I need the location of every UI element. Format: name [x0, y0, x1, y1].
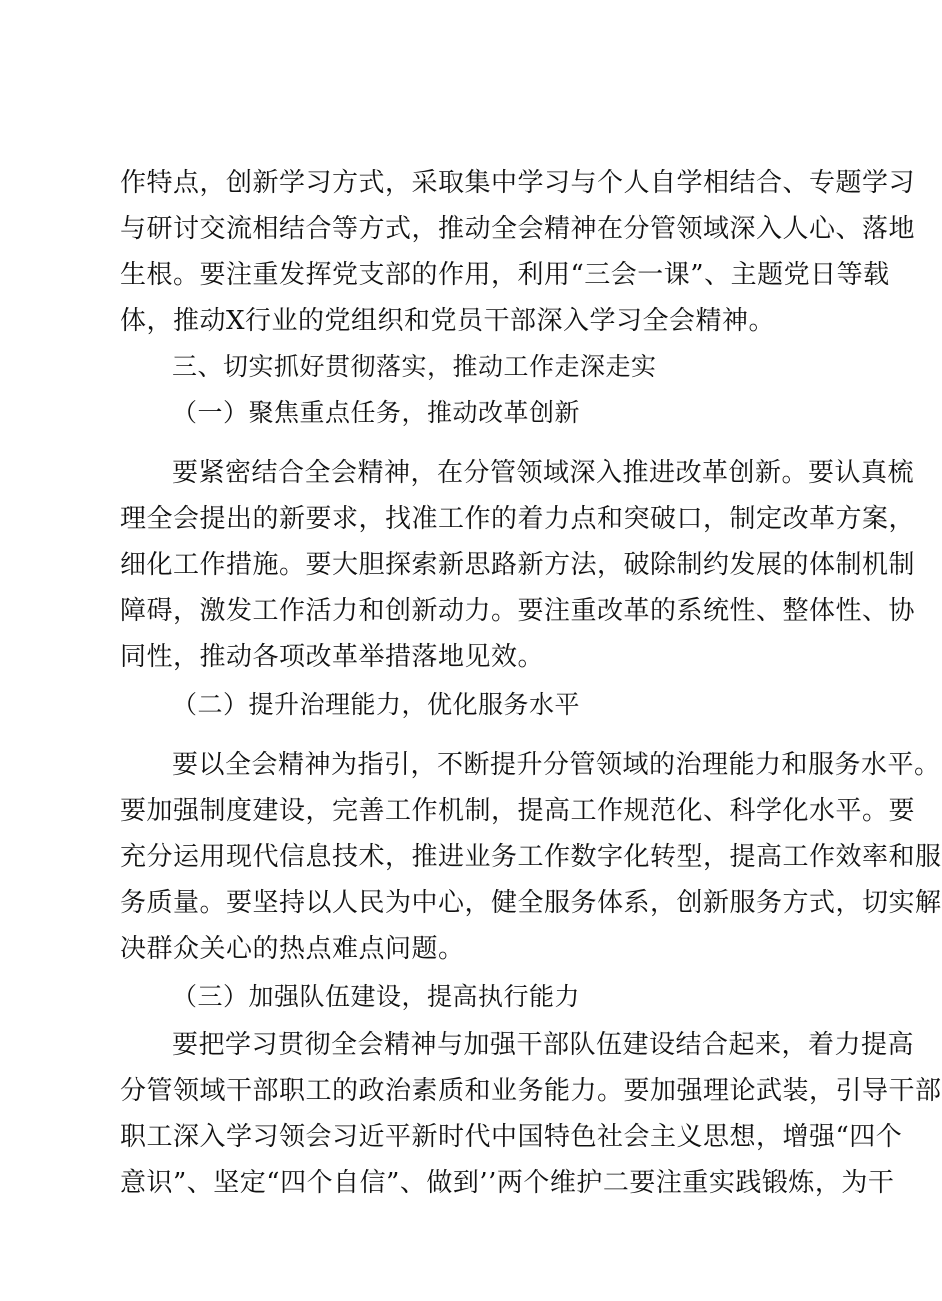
section-heading: 三、切实抓好贯彻落实，推动工作走深走实: [172, 352, 657, 381]
text-line: 意识”、坚定“四个自信”、做到’’两个维护二要注重实践锻炼，为干: [120, 1168, 895, 1198]
subsection-3-paragraph: [120, 1022, 942, 1206]
text-line: 要加强制度建设，完善工作机制，提高工作规范化、科学化水平。要: [120, 796, 916, 826]
text-line: 分管领域干部职工的政治素质和业务能力。要加强理论武装，引导干部: [120, 1076, 942, 1106]
text-line: 要以全会精神为指引，不断提升分管领域的治理能力和服务水平。: [172, 750, 941, 780]
text-line: 生根。要注重发挥党支部的作用，利用“三会一课”、主题党日等载: [120, 260, 890, 290]
text-line: 细化工作措施。要大胆探索新思路新方法，破除制约发展的体制机制: [120, 550, 916, 580]
text-line: 职工深入学习领会习近平新时代中国特色社会主义思想，增强“四个: [120, 1122, 903, 1152]
text-line: 要紧密结合全会精神，在分管领域深入推进改革创新。要认真梳: [172, 458, 915, 488]
intro-paragraph: [120, 160, 916, 344]
text-line: 充分运用现代信息技术，推进业务工作数字化转型，提高工作效率和服: [120, 842, 942, 872]
text-line: 理全会提出的新要求，找准工作的着力点和突破口，制定改革方案，: [120, 504, 916, 534]
subsection-2-paragraph: [120, 742, 942, 972]
text-line: 同性，推动各项改革举措落地见效。: [120, 642, 545, 672]
text-line: 障碍，激发工作活力和创新动力。要注重改革的系统性、整体性、协: [120, 596, 916, 626]
subsection-heading-2: （二）提升治理能力，优化服务水平: [172, 690, 581, 719]
subsection-heading-3: （三）加强队伍建设，提高执行能力: [172, 982, 581, 1011]
text-line: 要把学习贯彻全会精神与加强干部队伍建设结合起来，着力提高: [172, 1030, 915, 1060]
text-line: 体，推动X行业的党组织和党员干部深入学习全会精神。: [120, 306, 776, 336]
text-line: 务质量。要坚持以人民为中心，健全服务体系，创新服务方式，切实解: [120, 888, 942, 918]
subsection-heading-1: （一）聚焦重点任务，推动改革创新: [172, 398, 581, 427]
document-body: [120, 160, 942, 1206]
text-line: 决群众关心的热点难点问题。: [120, 934, 465, 964]
text-line: 与研讨交流相结合等方式，推动全会精神在分管领域深入人心、落地: [120, 214, 916, 244]
text-line: 作特点，创新学习方式，采取集中学习与个人自学相结合、专题学习: [120, 168, 916, 198]
subsection-1-paragraph: [120, 450, 916, 680]
